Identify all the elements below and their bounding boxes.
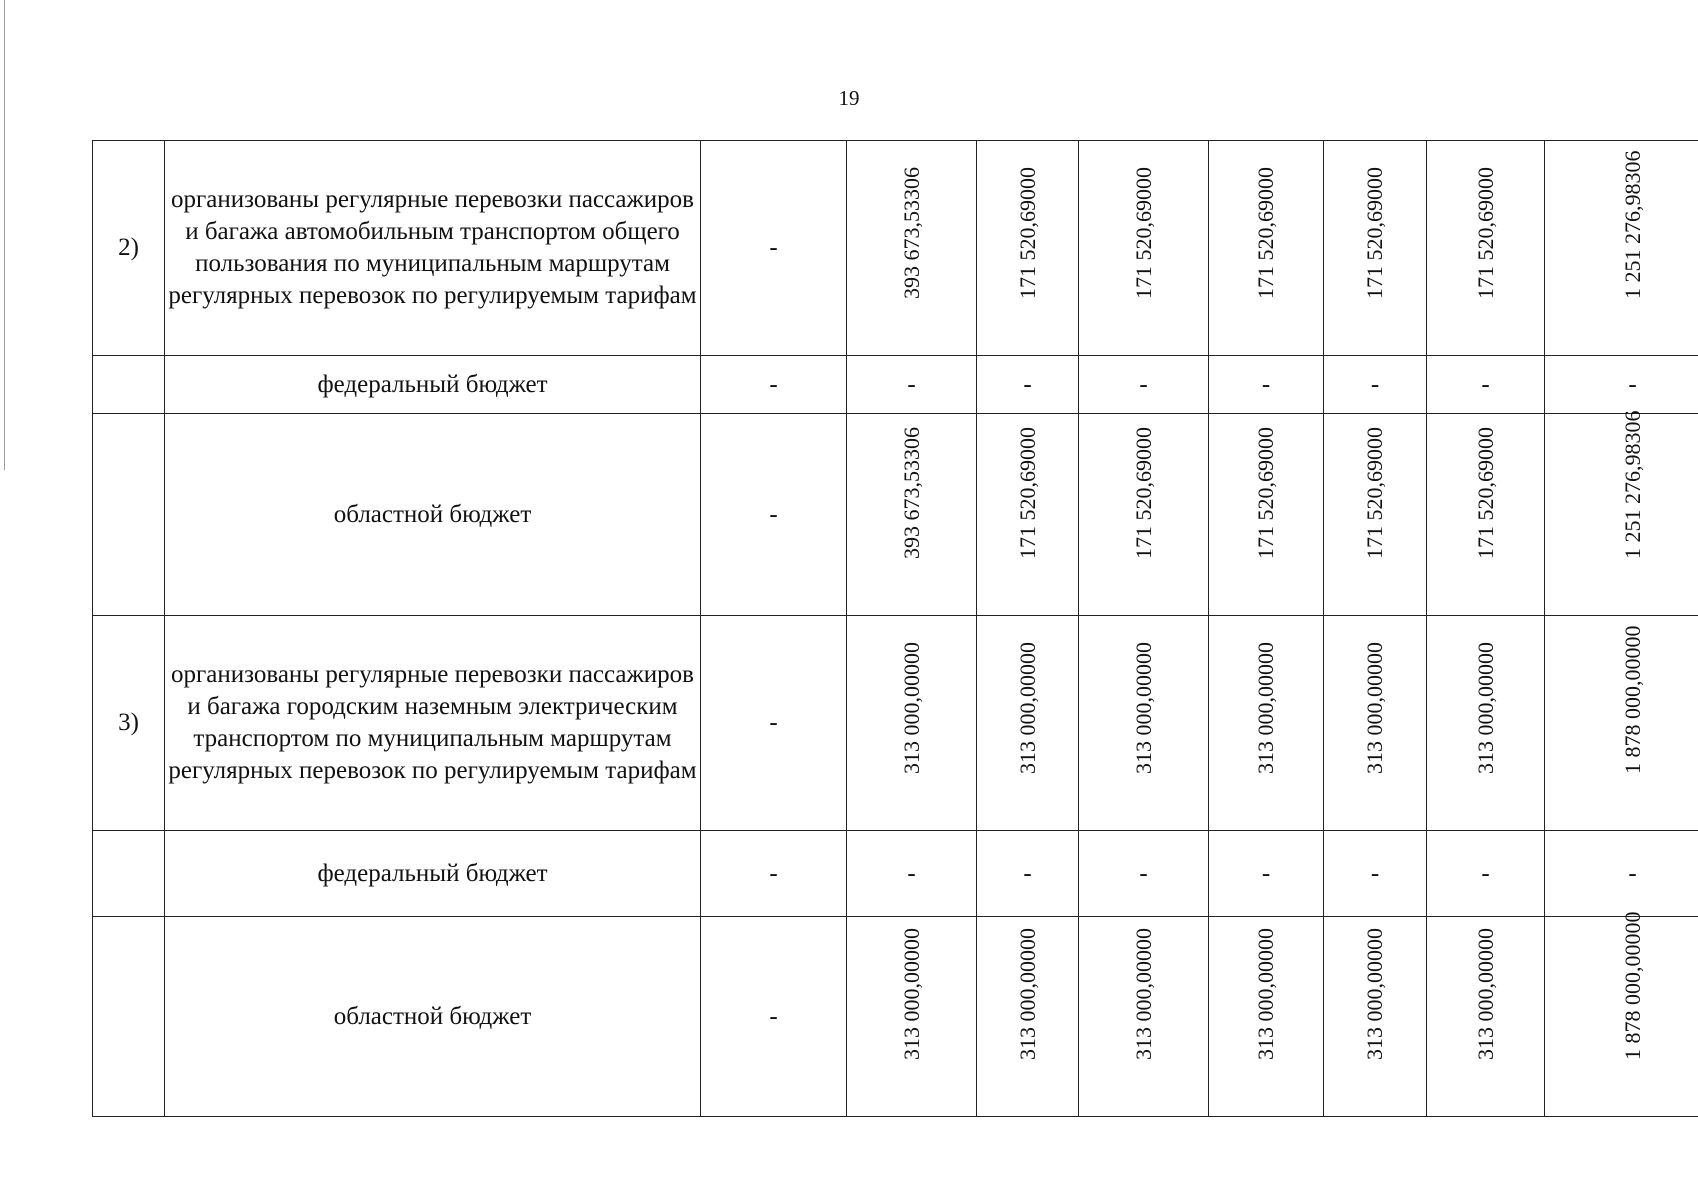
total-cell (1545, 911, 1698, 1117)
value-text: 313 000,00000 (1253, 928, 1278, 1060)
total-cell (1545, 410, 1698, 616)
dash-cell: - (1545, 356, 1698, 414)
value-cell (977, 141, 1079, 356)
value-cell (1209, 616, 1324, 831)
value-cell (1079, 141, 1209, 356)
row-description: областной бюджет (165, 917, 701, 1117)
value-text: 313 000,00000 (898, 928, 924, 1060)
row-dash-cell: - (701, 141, 847, 356)
budget-table (92, 140, 1698, 1117)
total-text: 1 251 276,98306 (1619, 410, 1645, 559)
value-cell (1324, 616, 1427, 831)
table-row (93, 141, 1698, 356)
dash-cell: - (1427, 831, 1545, 917)
row-description: организованы регулярные перевозки пассажиров и багажа городским наземным электрическим транспортом по муниципальным маршрутам регулярных перевозок по регулируемым тарифам (165, 616, 701, 831)
value-text: 171 520,69000 (1362, 167, 1387, 299)
dash-cell: - (1324, 356, 1427, 414)
row-number (93, 917, 165, 1117)
value-cell (977, 917, 1079, 1117)
value-text: 171 520,69000 (1253, 167, 1278, 299)
value-text: 171 520,69000 (1362, 427, 1387, 559)
table-row (93, 831, 1698, 917)
row-number (93, 831, 165, 917)
value-text: 171 520,69000 (1014, 427, 1040, 559)
dash-cell: - (1427, 356, 1545, 414)
row-dash-cell: - (701, 616, 847, 831)
total-cell (1545, 616, 1698, 831)
value-text: 393 673,53306 (898, 167, 924, 299)
value-text: 313 000,00000 (1362, 928, 1387, 1060)
value-cell (1427, 616, 1545, 831)
value-cell (1209, 414, 1324, 616)
row-description: федеральный бюджет (165, 356, 701, 414)
value-text: 313 000,00000 (1014, 642, 1040, 774)
dash-cell: - (847, 356, 977, 414)
row-number: 3) (93, 616, 165, 831)
value-cell (977, 616, 1079, 831)
table-row (93, 356, 1698, 414)
dash-cell: - (1209, 356, 1324, 414)
table-row (93, 414, 1698, 616)
value-cell (1079, 414, 1209, 616)
value-cell (847, 414, 977, 616)
value-text: 171 520,69000 (1130, 167, 1156, 299)
row-dash-cell: - (701, 917, 847, 1117)
table-row (93, 917, 1698, 1117)
dash-cell: - (977, 831, 1079, 917)
value-cell (977, 414, 1079, 616)
scan-edge-line (4, 0, 5, 470)
page-number: 19 (838, 86, 860, 110)
value-text: 313 000,00000 (1130, 642, 1156, 774)
value-cell (1427, 141, 1545, 356)
total-text: 1 878 000,00000 (1619, 911, 1645, 1060)
value-text: 171 520,69000 (1472, 427, 1498, 559)
dash-cell: - (1324, 831, 1427, 917)
row-description: федеральный бюджет (165, 831, 701, 917)
value-text: 171 520,69000 (1253, 427, 1278, 559)
row-dash-cell: - (701, 831, 847, 917)
dash-cell: - (1209, 831, 1324, 917)
total-cell (1545, 141, 1698, 356)
value-cell (847, 616, 977, 831)
value-cell (1324, 141, 1427, 356)
value-cell (1427, 917, 1545, 1117)
value-text: 313 000,00000 (1253, 642, 1278, 774)
row-number: 2) (93, 141, 165, 356)
value-text: 313 000,00000 (1472, 928, 1498, 1060)
dash-cell: - (977, 356, 1079, 414)
value-cell (1209, 917, 1324, 1117)
value-cell (1079, 616, 1209, 831)
value-cell (847, 141, 977, 356)
row-number (93, 414, 165, 616)
value-text: 171 520,69000 (1130, 427, 1156, 559)
row-number (93, 356, 165, 414)
total-text: 1 251 276,98306 (1619, 150, 1645, 299)
value-text: 313 000,00000 (1362, 642, 1387, 774)
value-cell (1079, 917, 1209, 1117)
value-text: 171 520,69000 (1472, 167, 1498, 299)
table-row (93, 616, 1698, 831)
value-text: 171 520,69000 (1014, 167, 1040, 299)
dash-cell: - (1079, 831, 1209, 917)
value-cell (1427, 414, 1545, 616)
row-description: областной бюджет (165, 414, 701, 616)
total-text: 1 878 000,00000 (1619, 625, 1645, 774)
row-dash-cell: - (701, 356, 847, 414)
value-cell (1209, 141, 1324, 356)
value-cell (847, 917, 977, 1117)
value-text: 313 000,00000 (1472, 642, 1498, 774)
dash-cell: - (1545, 831, 1698, 917)
dash-cell: - (847, 831, 977, 917)
value-cell (1324, 414, 1427, 616)
value-text: 313 000,00000 (1014, 928, 1040, 1060)
value-cell (1324, 917, 1427, 1117)
value-text: 313 000,00000 (1130, 928, 1156, 1060)
value-text: 393 673,53306 (898, 427, 924, 559)
row-dash-cell: - (701, 414, 847, 616)
row-description: организованы регулярные перевозки пассажиров и багажа автомобильным транспортом общего пользования по муниципальным маршрутам регулярных перевозок по регулируемым тарифам (165, 141, 701, 356)
value-text: 313 000,00000 (898, 642, 924, 774)
dash-cell: - (1079, 356, 1209, 414)
